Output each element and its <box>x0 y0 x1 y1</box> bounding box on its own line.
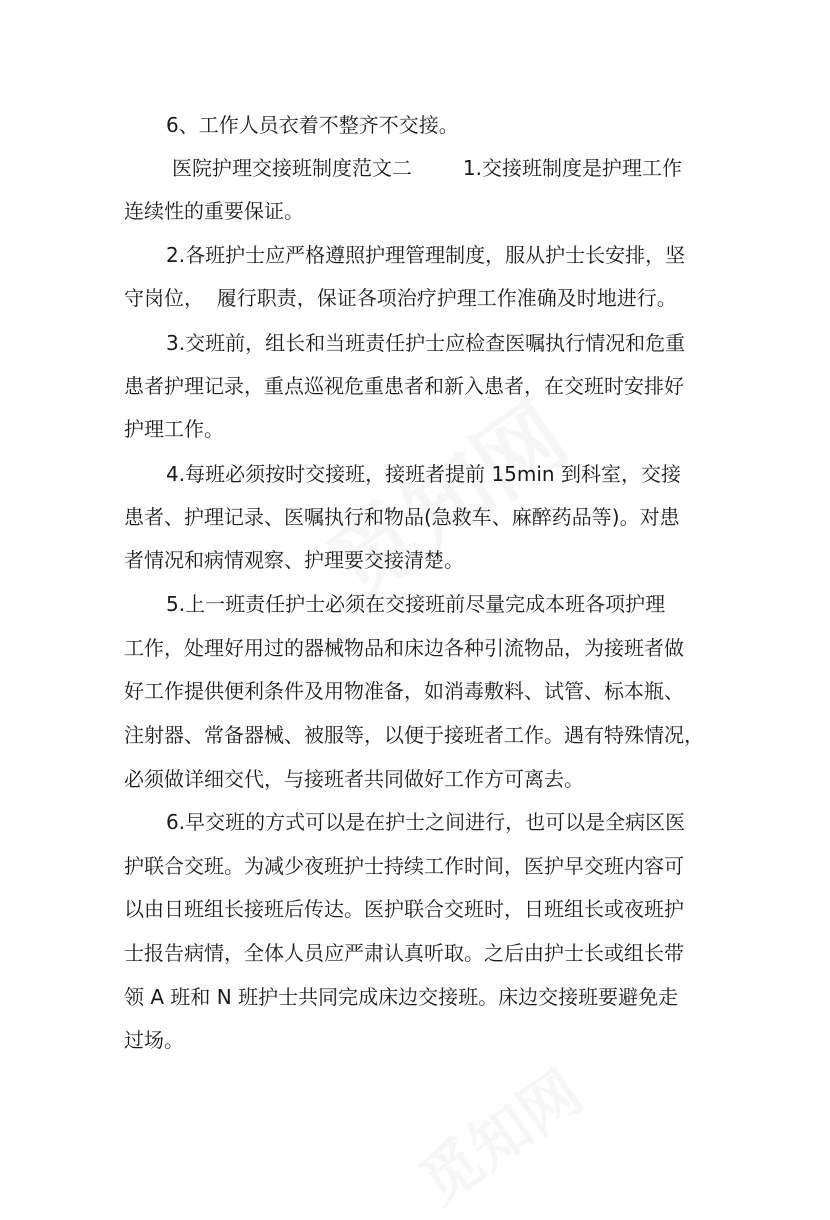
text-line: 4.每班必须按时交接班，接班者提前 15min 到科室，交接 <box>166 462 681 486</box>
text-line: 医院护理交接班制度范文二 1.交接班制度是护理工作 <box>172 156 682 180</box>
text-line: 3.交班前，组长和当班责任护士应检查医嘱执行情况和危重 <box>166 331 686 355</box>
text-line: 护联合交班。为减少夜班护士持续工作时间，医护早交班内容可 <box>124 854 684 878</box>
watermark <box>300 369 589 624</box>
text-line: 注射器、常备器械、被服等，以便于接班者工作。遇有特殊情况， <box>124 723 704 747</box>
text-line: 患者护理记录，重点巡视危重患者和新入患者，在交班时安排好 <box>124 374 684 398</box>
text-line: 者情况和病情观察、护理要交接清楚。 <box>124 548 464 572</box>
text-line: 5.上一班责任护士必须在交接班前尽量完成本班各项护理 <box>166 592 666 616</box>
text-line: 6、工作人员衣着不整齐不交接。 <box>166 113 459 137</box>
text-line: 领 A 班和 N 班护士共同完成床边交接班。床边交接班要避免走 <box>124 985 679 1009</box>
watermark <box>400 1047 597 1220</box>
text-line: 护理工作。 <box>124 417 224 441</box>
text-line: 6.早交班的方式可以是在护士之间进行，也可以是全病区医 <box>166 810 686 834</box>
text-line: 过场。 <box>124 1028 184 1052</box>
text-line: 好工作提供便利条件及用物准备，如消毒敷料、试管、标本瓶、 <box>124 679 684 703</box>
text-line: 工作，处理好用过的器械物品和床边各种引流物品，为接班者做 <box>124 636 684 660</box>
text-line: 守岗位， 履行职责，保证各项治疗护理工作准确及时地进行。 <box>124 286 677 310</box>
text-line: 2.各班护士应严格遵照护理管理制度，服从护士长安排，坚 <box>166 243 686 267</box>
text-line: 必须做详细交代，与接班者共同做好工作方可离去。 <box>124 767 584 791</box>
text-line: 以由日班组长接班后传达。医护联合交班时，日班组长或夜班护 <box>124 897 684 921</box>
text-line: 患者、护理记录、医嘱执行和物品(急救车、麻醉药品等)。对患 <box>124 505 680 529</box>
text-line: 连续性的重要保证。 <box>124 199 304 223</box>
text-line: 士报告病情，全体人员应严肃认真听取。之后由护士长或组长带 <box>124 941 684 965</box>
